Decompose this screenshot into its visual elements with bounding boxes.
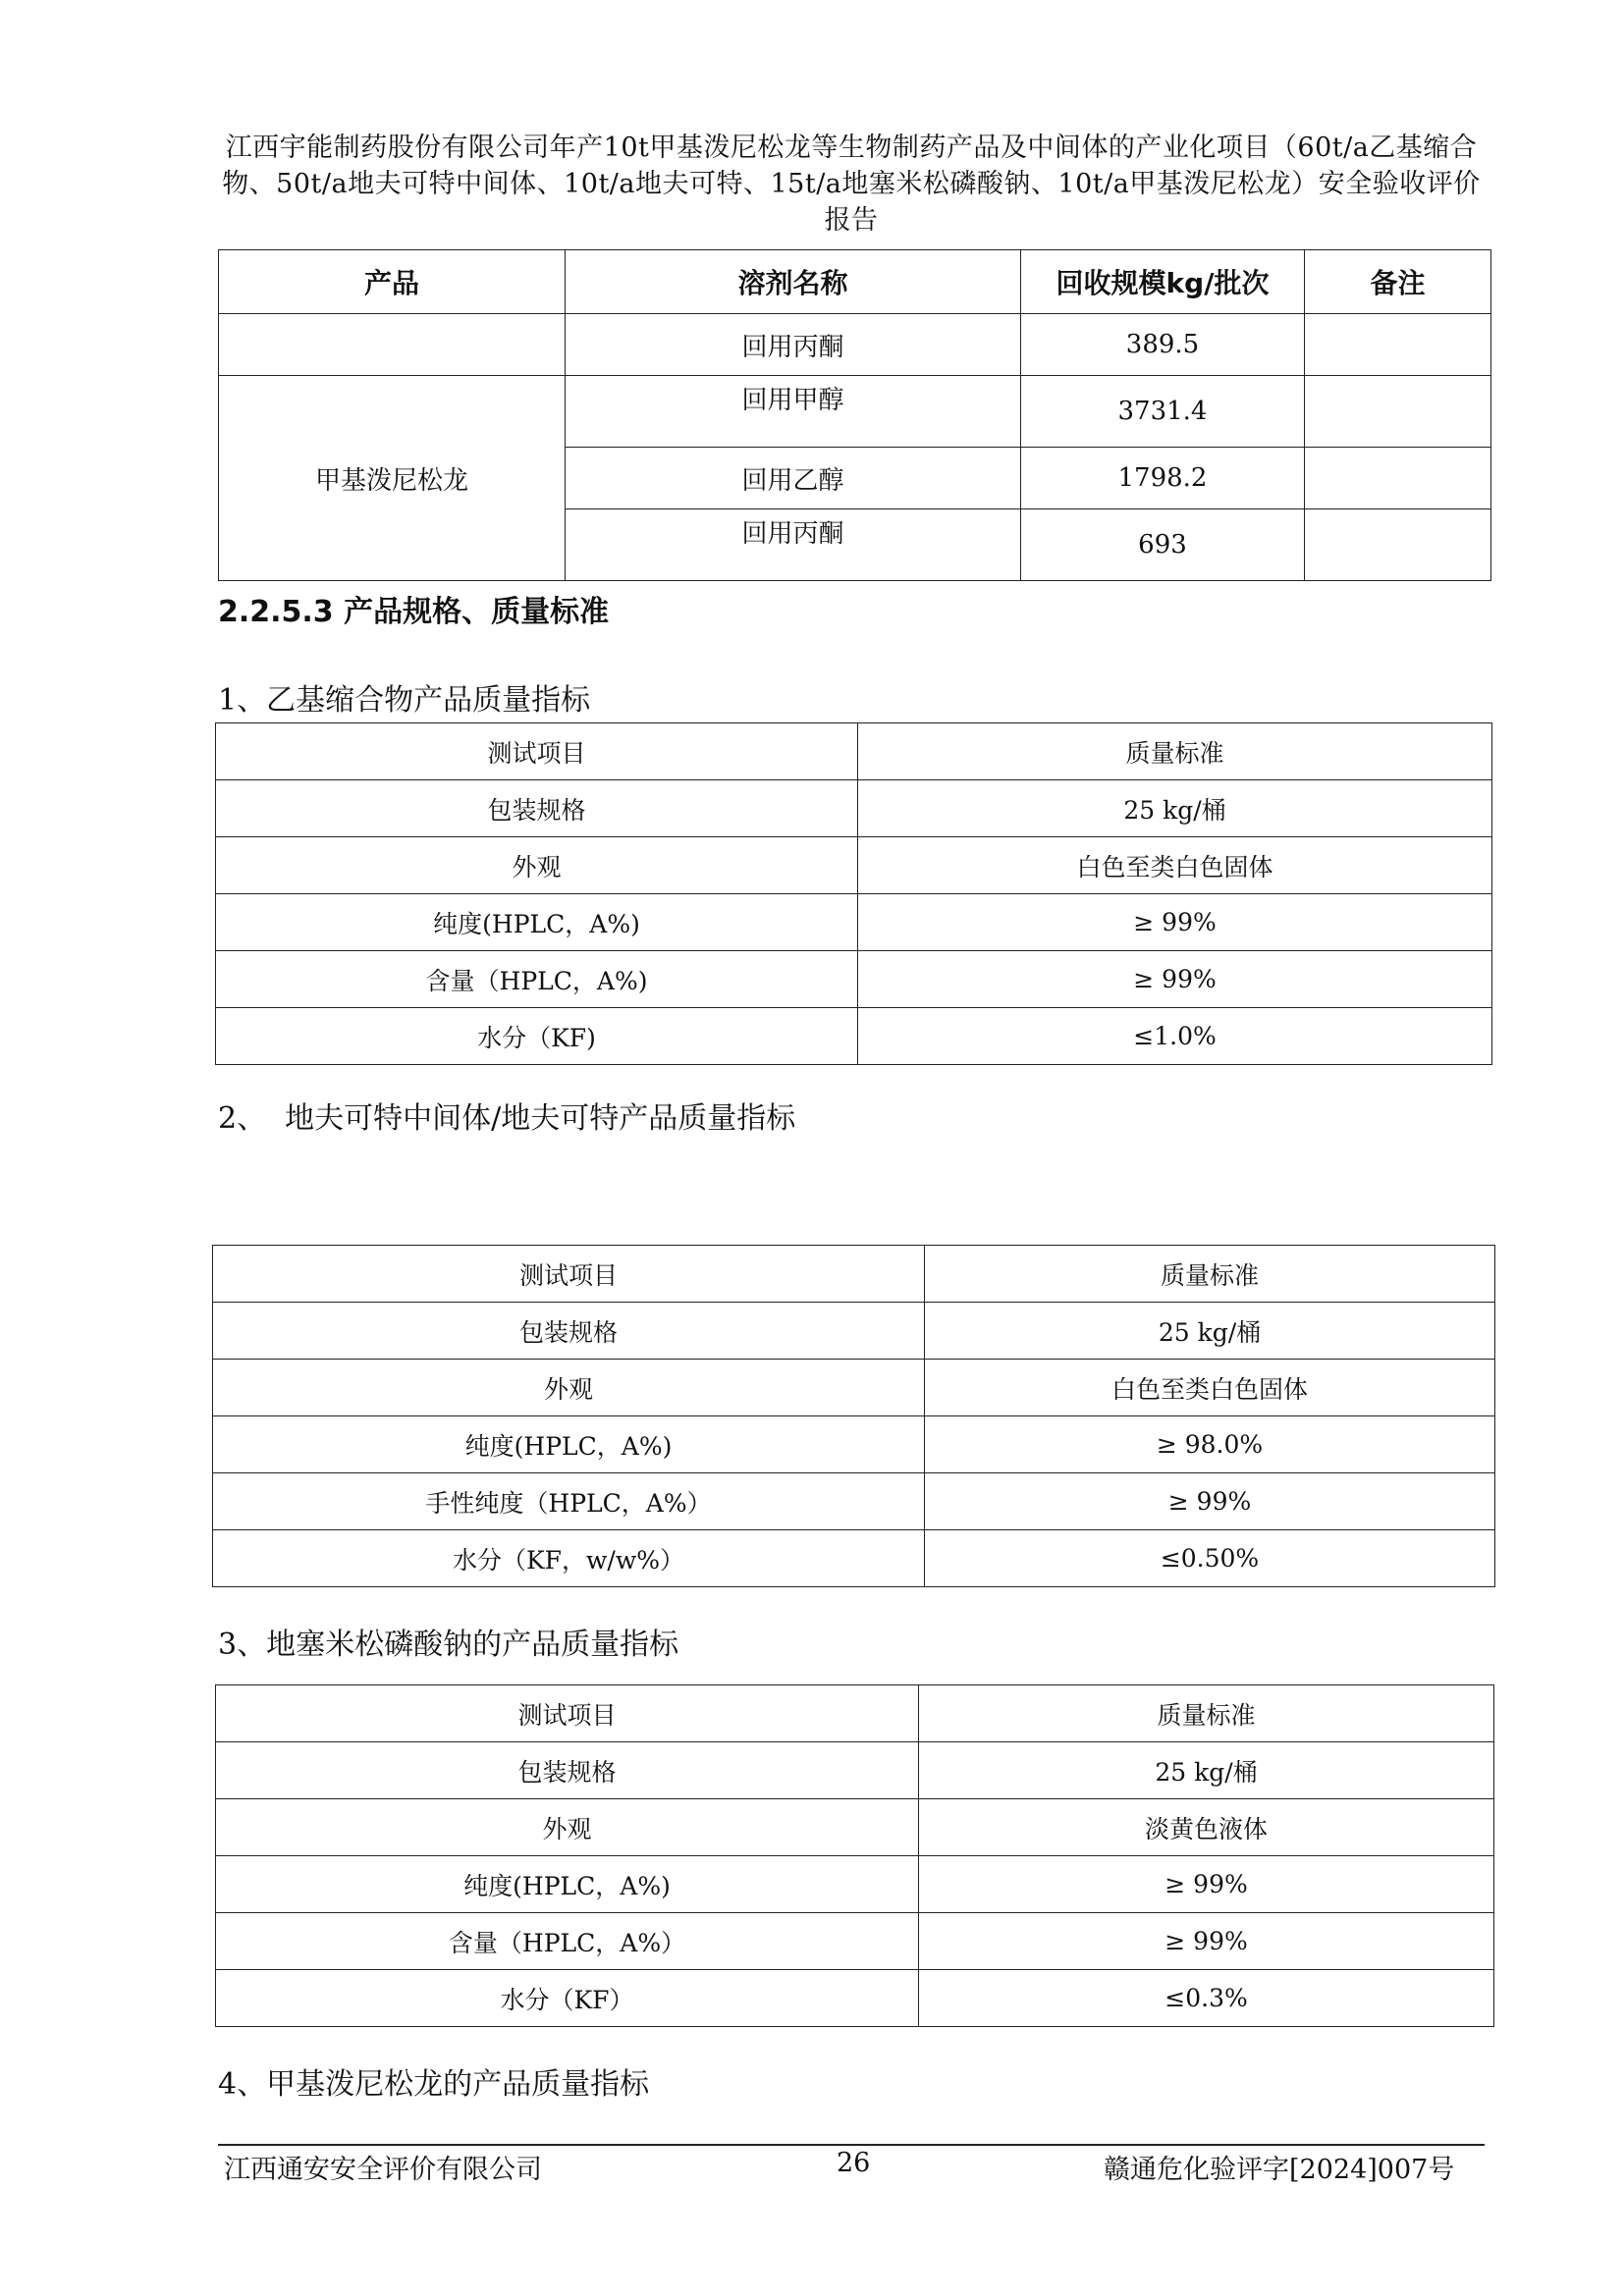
solvent-cell	[566, 509, 1021, 581]
spec1-table	[215, 722, 1492, 1065]
standard-cell: 25 kg/桶	[925, 1303, 1495, 1360]
table-header-row	[216, 723, 1492, 780]
table-row	[213, 1416, 1495, 1473]
amount-cell: 693	[1021, 509, 1305, 581]
header-test-item: 测试项目	[216, 723, 858, 780]
standard-cell: ≤1.0%	[858, 1008, 1492, 1065]
solvent-label: 回用甲醇	[741, 385, 844, 415]
header-amount: 回收规模kg/批次	[1021, 250, 1305, 314]
solvent-cell: 回用乙醇	[566, 448, 1021, 509]
test-item-cell: 包装规格	[216, 1742, 919, 1799]
standard-cell: ≤0.50%	[925, 1530, 1495, 1587]
standard-cell: ≥ 98.0%	[925, 1416, 1495, 1473]
table-row	[213, 1360, 1495, 1416]
test-item-cell: 外观	[213, 1360, 925, 1416]
standard-cell: ≥ 99%	[858, 894, 1492, 951]
remark-cell	[1305, 509, 1491, 581]
amount-cell: 3731.4	[1021, 376, 1305, 448]
solvent-cell: 回用丙酮	[566, 314, 1021, 376]
table-row	[213, 1530, 1495, 1587]
table-row	[219, 314, 1491, 376]
table-header-row	[219, 250, 1491, 314]
header-standard: 质量标准	[858, 723, 1492, 780]
table-row	[216, 1856, 1494, 1913]
test-item-cell: 纯度(HPLC，A%)	[216, 1856, 919, 1913]
solvent-recovery-table	[218, 249, 1491, 581]
solvent-label: 回用丙酮	[741, 518, 844, 549]
header-test-item: 测试项目	[216, 1685, 919, 1742]
table-header-row	[213, 1246, 1495, 1303]
footer-company: 江西通安安全评价有限公司	[224, 2155, 542, 2185]
standard-cell: 淡黄色液体	[919, 1799, 1494, 1856]
header-standard: 质量标准	[919, 1685, 1494, 1742]
test-item-cell: 外观	[216, 837, 858, 894]
table-row	[216, 1799, 1494, 1856]
table-row	[213, 1473, 1495, 1530]
footer-page-number: 26	[837, 2148, 871, 2178]
spec3-table	[215, 1684, 1494, 2027]
footer-divider	[218, 2144, 1485, 2146]
standard-cell: ≤0.3%	[919, 1970, 1494, 2027]
standard-cell: 25 kg/桶	[858, 780, 1492, 837]
test-item-cell: 纯度(HPLC，A%)	[213, 1416, 925, 1473]
table-row	[216, 1742, 1494, 1799]
spec4-title: 4、甲基泼尼松龙的产品质量指标	[218, 2067, 650, 2102]
table-row	[213, 1303, 1495, 1360]
header-test-item: 测试项目	[213, 1246, 925, 1303]
table-row	[216, 951, 1492, 1008]
footer-doc-number: 赣通危化验评字[2024]007号	[1104, 2155, 1455, 2185]
standard-cell: ≥ 99%	[919, 1856, 1494, 1913]
spec2-table	[212, 1245, 1495, 1587]
test-item-cell: 水分（KF，w/w%）	[213, 1530, 925, 1587]
remark-cell	[1305, 314, 1491, 376]
table-row	[216, 1970, 1494, 2027]
amount-cell: 1798.2	[1021, 448, 1305, 509]
header-product: 产品	[219, 250, 566, 314]
standard-cell: 白色至类白色固体	[858, 837, 1492, 894]
table-row	[216, 837, 1492, 894]
standard-cell: ≥ 99%	[919, 1913, 1494, 1970]
remark-cell	[1305, 376, 1491, 448]
product-cell	[219, 314, 566, 376]
table-row	[216, 780, 1492, 837]
standard-cell: 白色至类白色固体	[925, 1360, 1495, 1416]
standard-cell: ≥ 99%	[925, 1473, 1495, 1530]
table-row	[219, 376, 1491, 448]
spec3-title: 3、地塞米松磷酸钠的产品质量指标	[218, 1628, 679, 1662]
test-item-cell: 含量（HPLC，A%)	[216, 951, 858, 1008]
standard-cell: 25 kg/桶	[919, 1742, 1494, 1799]
test-item-cell: 手性纯度（HPLC，A%）	[213, 1473, 925, 1530]
section-title: 2.2.5.3 产品规格、质量标准	[218, 595, 610, 629]
product-cell: 甲基泼尼松龙	[219, 376, 566, 581]
test-item-cell: 外观	[216, 1799, 919, 1856]
amount-cell: 389.5	[1021, 314, 1305, 376]
table-header-row	[216, 1685, 1494, 1742]
table-row	[216, 1008, 1492, 1065]
remark-cell	[1305, 448, 1491, 509]
spec2-title: 2、 地夫可特中间体/地夫可特产品质量指标	[218, 1101, 796, 1136]
header-remark: 备注	[1305, 250, 1491, 314]
test-item-cell: 包装规格	[213, 1303, 925, 1360]
test-item-cell: 包装规格	[216, 780, 858, 837]
test-item-cell: 含量（HPLC，A%）	[216, 1913, 919, 1970]
test-item-cell: 水分（KF）	[216, 1970, 919, 2027]
test-item-cell: 水分（KF)	[216, 1008, 858, 1065]
table-row	[216, 1913, 1494, 1970]
header-solvent: 溶剂名称	[566, 250, 1021, 314]
spec1-title: 1、乙基缩合物产品质量指标	[218, 683, 591, 718]
solvent-cell	[566, 376, 1021, 448]
document-header: 江西宇能制药股份有限公司年产10t甲基泼尼松龙等生物制药产品及中间体的产业化项目（60t/a乙基缩合物、50t/a地夫可特中间体、10t/a地夫可特、15t/a地塞米松磷酸钠、10t/a甲基泼尼松龙）安全验收评价报告	[222, 133, 1481, 236]
test-item-cell: 纯度(HPLC，A%)	[216, 894, 858, 951]
table-row	[216, 894, 1492, 951]
header-standard: 质量标准	[925, 1246, 1495, 1303]
standard-cell: ≥ 99%	[858, 951, 1492, 1008]
